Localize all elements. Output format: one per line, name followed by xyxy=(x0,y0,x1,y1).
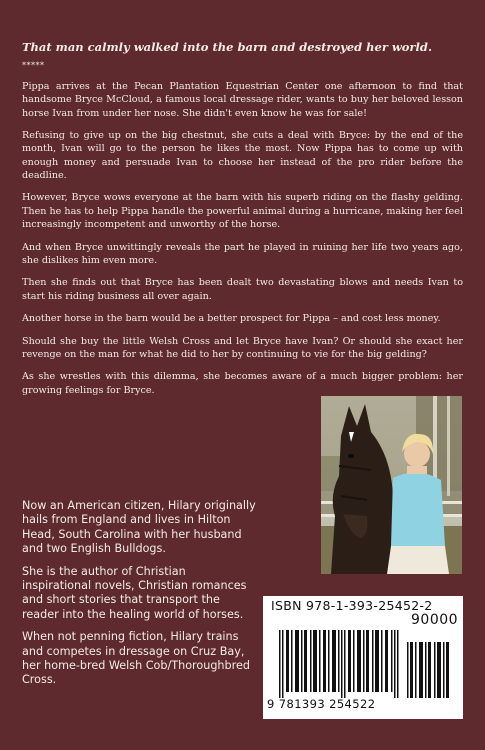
blurb-paragraph: Refusing to give up on the big chestnut, she cuts a deal with Bryce: by the end of the month, Ivan will go to the person he likes the most. Now Pippa has to come up with enough money and persuade Ivan to choose her instead of the pro rider before the deadline. xyxy=(22,130,463,181)
author-with-horse-photo xyxy=(321,396,462,574)
blurb-paragraph: Another horse in the barn would be a better prospect for Pippa – and cost less money. xyxy=(22,313,441,325)
blurb-paragraph: Then she finds out that Bryce has been dealt two devastating blows and needs Ivan to start his riding business all over again. xyxy=(22,277,463,302)
price-code: 90000 xyxy=(411,612,459,628)
bio-paragraph: When not penning fiction, Hilary trains and competes in dressage on Cruz Bay, her home-bred Welsh Cob/Thoroughbred Cross. xyxy=(22,630,250,687)
blurb-paragraph: However, Bryce wows everyone at the barn with his superb riding on the flashy gelding. Then he has to help Pippa handle the powerful animal during a hurricane, making her feel increasingly incompetent and unworthy of the horse. xyxy=(22,192,463,231)
blurb-paragraph: Should she buy the little Welsh Cross and let Bryce have Ivan? Or should she exact her revenge on the man for what he did to her by continuing to vie for the big gelding? xyxy=(22,335,463,360)
bio-paragraph: Now an American citizen, Hilary originally hails from England and lives in Hilton Head, South Carolina with her husband and two English Bulldogs. xyxy=(22,499,256,556)
isbn-barcode-box xyxy=(263,596,463,719)
author-bio xyxy=(22,499,258,696)
section-separator: ***** xyxy=(22,61,45,70)
blurb-paragraph: Pippa arrives at the Pecan Plantation Equestrian Center one afternoon to find that handsome Bryce McCloud, a famous local dressage rider, wants to buy her beloved lesson horse Ivan from under her nose. She didn't even know he was for sale! xyxy=(22,81,463,119)
bio-paragraph: She is the author of Christian inspirational novels, Christian romances and short stories that transport the reader into the healing world of horses. xyxy=(22,564,247,621)
isbn-label: ISBN 978-1-393-25452-2 xyxy=(271,598,433,613)
blurb-paragraph: And when Bryce unwittingly reveals the part he played in ruining her life two years ago, she dislikes him even more. xyxy=(22,241,463,266)
tagline: That man calmly walked into the barn and destroyed her world. xyxy=(22,40,432,54)
book-blurb xyxy=(22,80,463,406)
blurb-paragraph: As she wrestles with this dilemma, she becomes aware of a much bigger problem: her growing feelings for Bryce. xyxy=(22,371,463,396)
ean-digits: 9 781393 254522 xyxy=(267,697,376,711)
barcode-bars xyxy=(275,616,453,698)
